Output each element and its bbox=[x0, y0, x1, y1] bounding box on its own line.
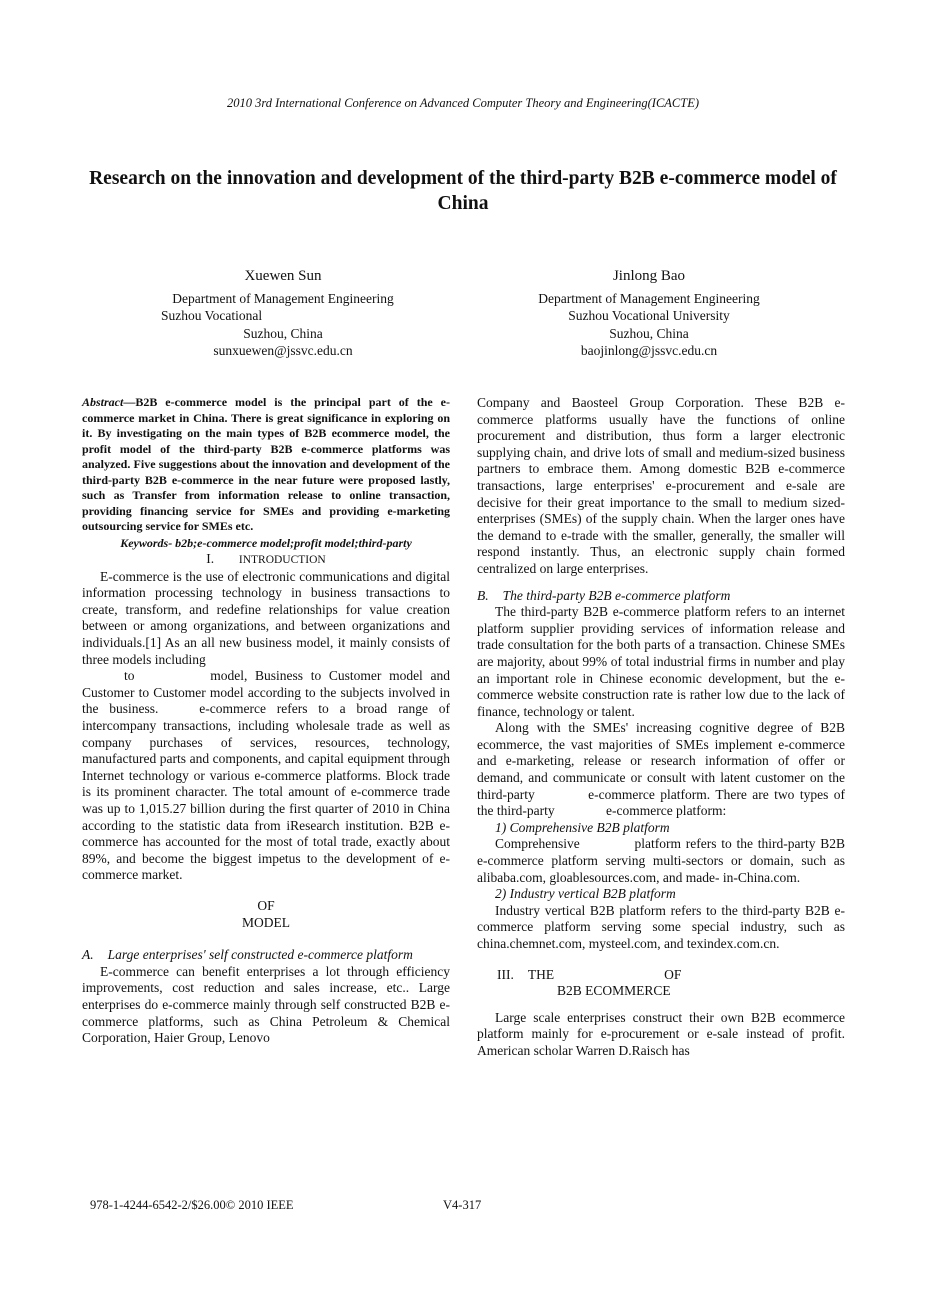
item-1-paragraph bbox=[477, 836, 845, 886]
section-number: III. bbox=[497, 966, 514, 982]
subsection-a-paragraph-cont: Company and Baosteel Group Corporation. These B2B e-commerce platforms usually have the functions of online procurement and distribution, thus form a larger electronic supplying chain, and drive lots of small and medium-sized business partners to embrace them. Among domestic B2B e-commerce transactions, large enterprises' e-procurement and e-sale are decisive for their great importance to the small to medium sized-enterprises (SMEs) of the supply chain. When the larger ones have the demand to e-trade with the smaller, generally, the smaller will respond instantly. Thus, an electronic supply chain formed centralized on large enterprises. bbox=[477, 395, 845, 576]
section-heading-3-line1 bbox=[477, 967, 845, 984]
section-heading-2-line2: MODEL bbox=[242, 914, 290, 930]
abstract-label: Abstract bbox=[82, 395, 124, 409]
author-department: Department of Management Engineering bbox=[538, 290, 760, 306]
intro-text-c: model, Business to Customer model and Customer to Customer model according to the subjects involved in the business. bbox=[82, 668, 450, 717]
intro-paragraph bbox=[82, 569, 450, 884]
item1-text-b: platform refers to the third-party B2B e-commerce platform serving multi-sectors or domain, such as alibaba.com, gloablesources.com, and made- in-China.com. bbox=[477, 836, 845, 885]
subb-text-c: e-commerce platform: bbox=[605, 803, 727, 819]
section-3-paragraph: Large scale enterprises construct their own B2B ecommerce platform mainly for e-procurement or e-sale instead of profit. American scholar Warren D.Raisch has bbox=[477, 1009, 845, 1058]
subsection-label: A. bbox=[82, 947, 94, 963]
abstract-text: B2B e-commerce model is the principal part of the e-commerce market in China. There is great significance in exploring on it. By investigating on the main types of B2B ecommerce model, the profit model of the third-party B2B e-commerce platforms was analyzed. Five suggestions about the innovation and development of the third-party B2B e-commerce in the near future were proposed lastly, such as Transfer from information release to online transaction, providing financing service for SMEs and providing e-marketing outsourcing service for SMEs etc. bbox=[82, 395, 450, 533]
footer-isbn: 978-1-4244-6542-2/$26.00© 2010 IEEE bbox=[90, 1198, 294, 1212]
keywords: Keywords- b2b;e-commerce model;profit model;third-party bbox=[120, 535, 412, 550]
paper-title: Research on the innovation and development of the third-party B2B e-commerce model of China bbox=[89, 168, 837, 214]
author-city: Suzhou, China bbox=[243, 325, 323, 341]
section3-word2: OF bbox=[664, 966, 682, 982]
author-block-2 bbox=[479, 268, 819, 360]
author-institution: Suzhou Vocational University bbox=[568, 308, 730, 323]
item-2-paragraph: Industry vertical B2B platform refers to the third-party B2B e-commerce platform serving some special industry, such as china.chemnet.com, mysteel.com, and texindex.com.cn. bbox=[477, 902, 845, 951]
author-name: Jinlong Bao bbox=[612, 268, 686, 284]
item1-text-a: Comprehensive bbox=[495, 836, 580, 852]
subsection-title: The third-party B2B e-commerce platform bbox=[502, 587, 731, 603]
author-email: baojinlong@jssvc.edu.cn bbox=[580, 343, 718, 358]
author-block-1 bbox=[113, 268, 453, 360]
section-number: I. bbox=[206, 551, 215, 567]
conference-header: 2010 3rd International Conference on Advanced Computer Theory and Engineering(ICACTE) bbox=[226, 96, 700, 110]
subsection-a-paragraph: E-commerce can benefit enterprises a lot through efficiency improvements, cost reduction and sales increase, etc.. Large enterprises do e-commerce mainly through self constructed B2B e-commerce platforms, such as China Petroleum & Chemical Corporation, Haier Group, Lenovo bbox=[82, 963, 450, 1046]
section-heading-3-line2: B2B ECOMMERCE bbox=[557, 983, 671, 999]
intro-text-to: to bbox=[124, 668, 135, 684]
subsection-b-paragraph-1: The third-party B2B e-commerce platform refers to an internet platform supplier providing services of information release and trade consultation for the both parts of a transaction. Chinese SMEs are majority, about 99% of total industrial firms in number and play an important role in Chinese economic development, but the e-commerce website construction rate is rather low due to the lack of finance, technology or talent. bbox=[477, 604, 845, 719]
item-2-heading: 2) Industry vertical B2B platform bbox=[495, 886, 676, 902]
subsection-label: B. bbox=[477, 587, 489, 603]
author-name: Xuewen Sun bbox=[244, 268, 322, 284]
section3-word1: THE bbox=[527, 966, 555, 982]
abstract-dash: — bbox=[123, 395, 136, 409]
author-department: Department of Management Engineering bbox=[172, 290, 394, 306]
subsection-title: Large enterprises' self constructed e-commerce platform bbox=[107, 947, 413, 963]
intro-text-d: e-commerce refers to a broad range of intercompany transactions, including wholesale trade as well as company purchases of services, resources, technology, manufactured parts and components, and capital equipment through Internet technology or various e-commerce platforms. Block trade is its prominent character. The total amount of e-commerce trade was up to 1,015.27 billion during the first quarter of 2010 in China according to the statistic data from iResearch institution. B2B e-commerce has accounted for the most of total trade, exactly about 89%, and become the biggest impetus to the development of e-commerce market. bbox=[82, 701, 450, 883]
subsection-a-heading bbox=[82, 947, 450, 964]
author-institution: Suzhou Vocational bbox=[161, 308, 263, 323]
author-city: Suzhou, China bbox=[609, 325, 689, 341]
right-column bbox=[477, 395, 845, 1060]
subsection-b-heading bbox=[477, 588, 845, 605]
subb-text-b: e-commerce platform. There are two types of the third-party bbox=[477, 786, 845, 819]
section-title: INTRODUCTION bbox=[238, 554, 326, 567]
subb-text-a: Along with the SMEs' increasing cognitive degree of B2B ecommerce, the vast majorities of SMEs implement e-commerce and e-marketing, release or research information of offer or demand, and communicate or consult with latent customer on the third-party bbox=[477, 720, 845, 802]
footer-page-number: V4-317 bbox=[443, 1198, 482, 1212]
item-1-heading: 1) Comprehensive B2B platform bbox=[495, 819, 670, 835]
intro-text-a: E-commerce is the use of electronic communications and digital information processing technology in business transactions to create, transform, and redefine relationships for value creation between or among organizations, and between organizations and individuals.[1] As an all new business model, it mainly consists of three models including bbox=[82, 568, 450, 667]
subsection-b-paragraph-2 bbox=[477, 720, 845, 820]
section-heading-introduction bbox=[82, 551, 450, 569]
abstract bbox=[82, 395, 450, 535]
section-heading-2-line1: OF bbox=[257, 897, 275, 913]
left-column bbox=[82, 395, 450, 1047]
author-email: sunxuewen@jssvc.edu.cn bbox=[213, 343, 353, 358]
